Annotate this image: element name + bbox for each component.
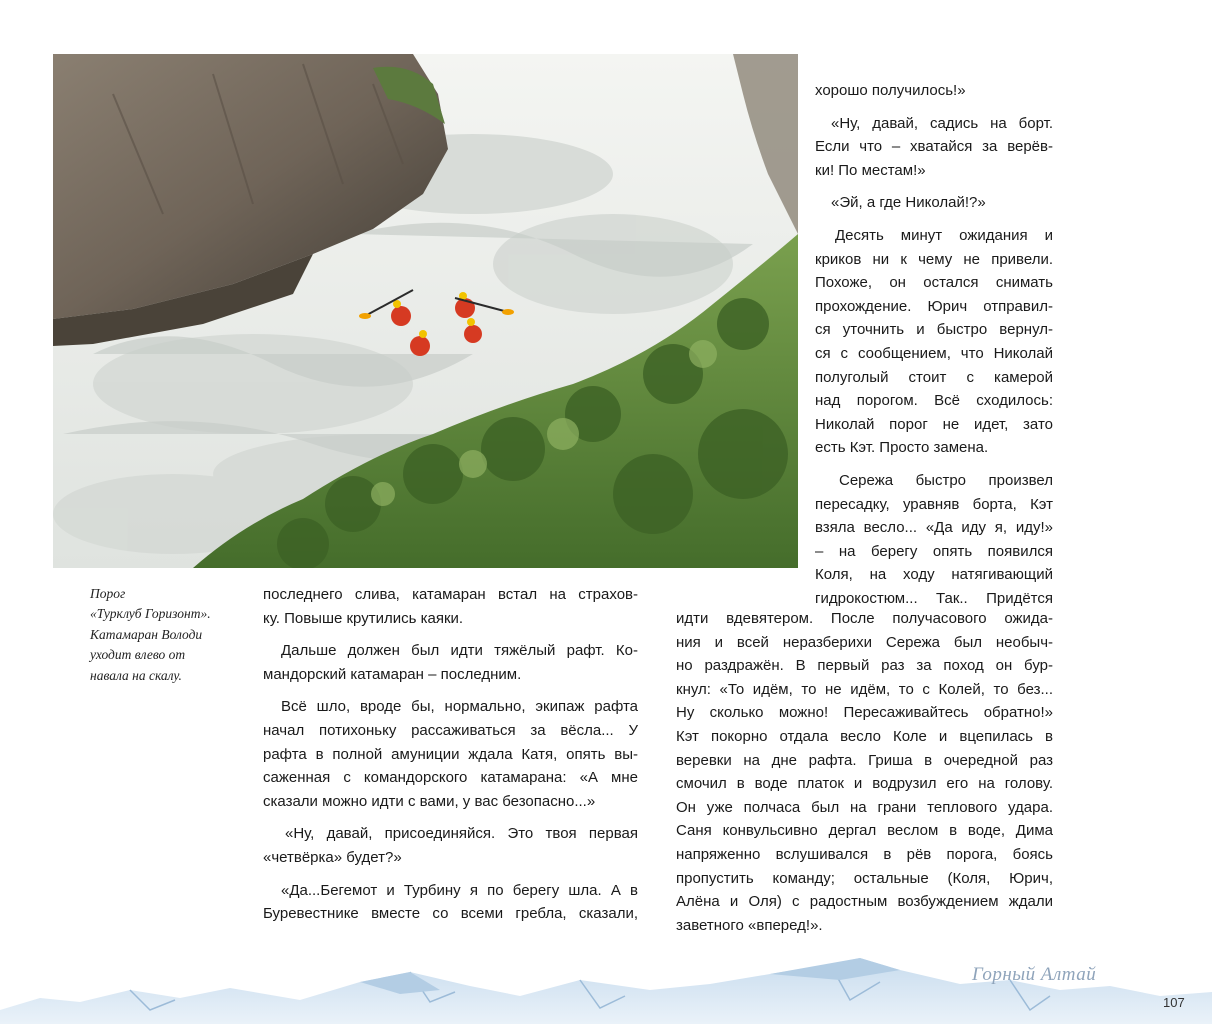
text-line: ки! По местам!» — [815, 161, 926, 179]
text-line: последнего слива, катамаран встал на страхов- — [263, 586, 638, 603]
text-line: Десять минут ожидания и — [835, 226, 1053, 244]
text-line: есть Кэт. Просто замена. — [815, 439, 989, 457]
text-line: полуголый стоит с камерой — [815, 368, 1053, 386]
text-line: идти вдевятером. После получасового ожида- — [676, 610, 1053, 627]
paragraph — [263, 583, 638, 630]
brand-logo: Горный Алтай — [972, 964, 1097, 985]
caption-line: Порог — [90, 586, 126, 601]
text-line: Саня конвульсивно дергал веслом в воде, Дима — [676, 822, 1053, 840]
caption-line: уходит влево от — [90, 647, 186, 663]
text-line: хорошо получилось!» — [815, 82, 966, 99]
text-line: ся с сообщением, что Николай — [815, 344, 1053, 362]
text-line: сказали можно идти с вами, у вас безопасно...» — [263, 792, 596, 810]
text-line: Он уже полчаса был на грани теплового удара. — [676, 798, 1053, 816]
text-line: но раздражён. В первый раз за поход он бур- — [676, 657, 1053, 675]
page-number: 107 — [1163, 995, 1185, 1010]
paragraph — [263, 695, 638, 813]
text-line: – на берегу опять появился — [815, 542, 1053, 560]
caption-line: «Турклуб Горизонт». — [90, 606, 211, 622]
text-line: Всё шло, вроде бы, нормально, экипаж рафта — [281, 698, 638, 716]
text-line: Николай порог не идет, зато — [815, 415, 1053, 433]
rafting-photo — [53, 54, 798, 568]
text-line: саженная с командорского катамарана: «А мне — [263, 769, 638, 787]
text-column-left — [263, 583, 638, 926]
text-line: «четвёрка» будет?» — [263, 848, 402, 866]
text-line: взяла весло... «Да иду я, иду!» — [815, 519, 1053, 537]
text-line: ния и всей неразберихи Сережа был необыч- — [676, 633, 1053, 651]
text-line: Кэт покорно отдала весло Коле и вцепилась в — [676, 727, 1053, 745]
photo-caption — [90, 584, 240, 686]
text-line: ку. Повыше крутились каяки. — [263, 609, 464, 627]
text-line: Ну сколько можно! Пересаживайтесь обратно!» — [676, 704, 1053, 722]
text-line: рафта в полной амуниции ждала Катя, опять вы- — [263, 745, 638, 763]
rafting-photo-illustration — [53, 54, 798, 568]
text-line: веревки на дне рафта. Гриша в очередной раз — [676, 751, 1053, 769]
text-line: напряженно вслушивался в рёв порога, боясь — [676, 845, 1053, 863]
text-line: заветного «вперед!». — [676, 916, 823, 934]
text-line: над порогом. Всё сходилось: — [815, 392, 1053, 410]
text-line: «Ну, давай, садись на борт. — [831, 114, 1053, 132]
paragraph — [676, 607, 1053, 937]
text-line: Буревестнике вместе со всеми гребла, сказали, — [263, 905, 638, 923]
paragraph — [815, 112, 1053, 183]
paragraph — [263, 822, 638, 869]
text-line: гидрокостюм... Так.. Придётся — [815, 589, 1053, 607]
text-line: Если что – хватайся за верёв- — [815, 138, 1053, 156]
paragraph — [815, 224, 1053, 460]
text-line: пересадку, уравняв борта, Кэт — [815, 495, 1053, 513]
paragraph — [815, 79, 1053, 103]
text-line: прохождение. Юрич отправил- — [815, 297, 1053, 315]
text-line: начал потихоньку рассаживаться за вёсла... У — [263, 721, 638, 739]
caption-line: Катамаран Володи — [90, 626, 203, 642]
text-line: криков ни к чему не привели. — [815, 250, 1053, 268]
paragraph — [815, 191, 1053, 215]
text-line: Дальше должен был идти тяжёлый рафт. Ко- — [281, 642, 638, 660]
text-line: мандорский катамаран – последним. — [263, 665, 522, 683]
text-line: «Ну, давай, присоединяйся. Это твоя первая — [285, 825, 638, 843]
text-line: Похоже, он остался снимать — [815, 274, 1053, 292]
text-line: ся уточнить и быстро вернул- — [815, 321, 1053, 339]
text-line: кнул: «То идём, то не идём, то с Колей, то без... — [676, 680, 1053, 698]
text-column-middle — [676, 583, 1053, 937]
mountain-silhouette — [0, 950, 1212, 1024]
text-line: Алёна и Оля) с радостным возбуждением ждали — [676, 893, 1053, 911]
text-line: пропустить команду; остальные (Коля, Юрич, — [676, 869, 1053, 887]
text-line: смочил в воде платок и водрузил его на голову. — [676, 775, 1053, 793]
text-column-right — [815, 79, 1053, 610]
text-line: Коля, на ходу натягивающий — [815, 566, 1053, 584]
text-line: Сережа быстро произвел — [839, 471, 1053, 489]
caption-line: навала на скалу. — [90, 667, 182, 683]
paragraph — [263, 879, 638, 926]
text-line: «Да...Бегемот и Турбину я по берегу шла. А в — [281, 881, 638, 899]
paragraph — [263, 639, 638, 686]
text-line: «Эй, а где Николай!?» — [831, 194, 986, 212]
